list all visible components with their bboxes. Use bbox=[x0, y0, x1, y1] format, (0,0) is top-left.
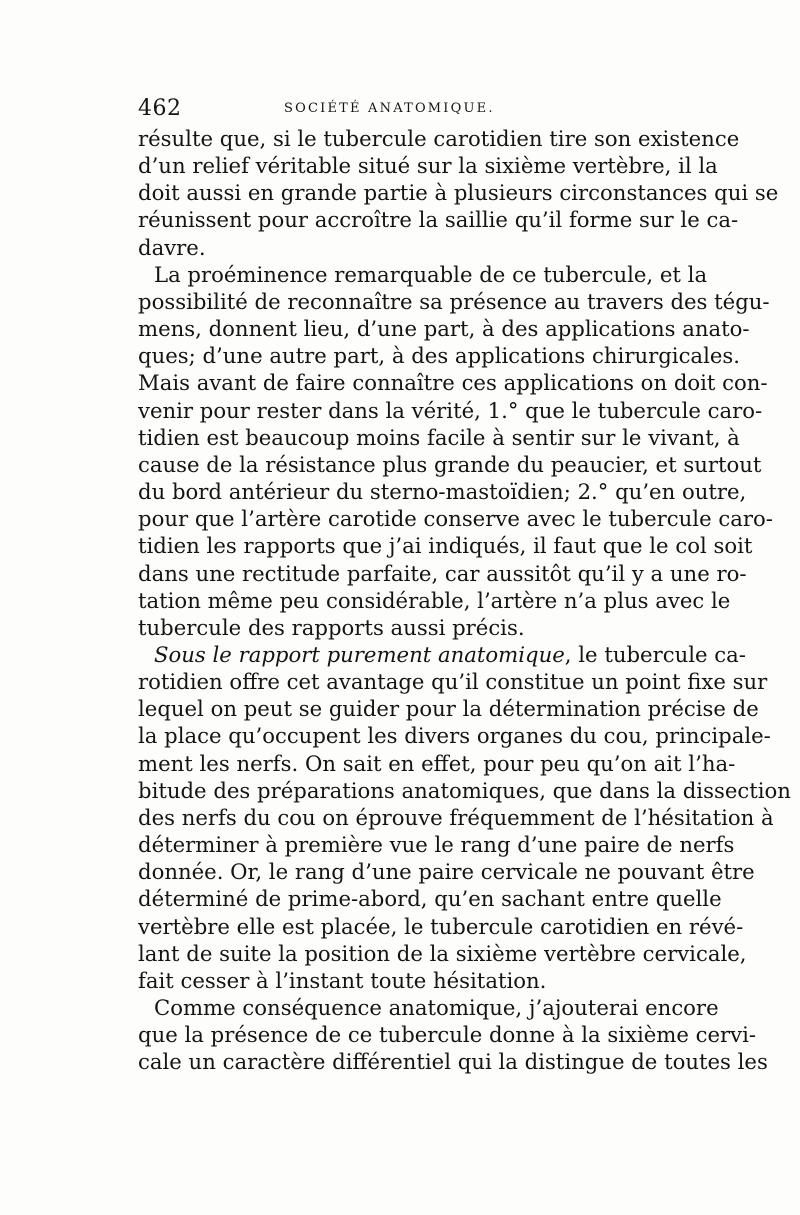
text-line bbox=[138, 695, 759, 722]
line-text: cale un caractère différentiel qui la distingue de toutes les bbox=[138, 1049, 768, 1075]
line-text: La proéminence remarquable de ce tubercule, et la bbox=[154, 261, 708, 287]
line-text: ment les nerfs. On sait en effet, pour peu qu’on ait l’ha- bbox=[138, 750, 736, 776]
line-text: lant de suite la position de la sixième vertèbre cervicale, bbox=[138, 940, 747, 966]
line-text: fait cesser à l’instant toute hésitation. bbox=[138, 967, 547, 993]
line-text: bitude des préparations anatomiques, que dans la dissection bbox=[138, 777, 791, 803]
line-text: résulte que, si le tubercule carotidien tire son existence bbox=[138, 126, 740, 151]
line-text: mens, donnent lieu, d’une part, à des applications anato- bbox=[138, 316, 750, 342]
line-text: tidien les rapports que j’ai indiqués, il faut que le col soit bbox=[138, 533, 753, 559]
text-line bbox=[138, 369, 768, 396]
page-header bbox=[138, 96, 668, 122]
line-text: possibilité de reconnaître sa présence au travers des tégu- bbox=[138, 288, 770, 314]
line-text: tidien est beaucoup moins facile à sentir sur le vivant, à bbox=[138, 424, 740, 450]
line-text: réunissent pour accroître la saillie qu’il forme sur le ca- bbox=[138, 207, 739, 233]
line-text: dans une rectitude parfaite, car aussitôt qu’il y a une ro- bbox=[138, 560, 747, 586]
text-line bbox=[138, 668, 768, 695]
text-line bbox=[138, 505, 773, 532]
line-text: des nerfs du cou on éprouve fréquemment de l’hésitation à bbox=[138, 804, 774, 830]
paragraph bbox=[138, 994, 768, 1075]
text-line bbox=[138, 125, 740, 152]
line-text: déterminer à première vue le rang d’une paire de nerfs bbox=[138, 832, 735, 858]
text-line bbox=[138, 288, 770, 315]
text-line bbox=[138, 777, 791, 804]
line-text: , le tubercule ca- bbox=[564, 641, 746, 667]
text-line bbox=[138, 1021, 757, 1048]
page-number: 462 bbox=[138, 96, 182, 121]
text-line bbox=[138, 315, 750, 342]
text-line bbox=[138, 451, 762, 478]
text-line bbox=[138, 560, 747, 587]
text-line bbox=[138, 885, 722, 912]
text-line bbox=[138, 424, 740, 451]
line-text: rotidien offre cet avantage qu’il constitue un point fixe sur bbox=[138, 669, 768, 695]
running-title: SOCIÉTÉ ANATOMIQUE. bbox=[284, 101, 495, 116]
text-line bbox=[138, 614, 668, 641]
text-line bbox=[138, 750, 736, 777]
text-line bbox=[138, 1048, 768, 1075]
italic-phrase: Sous le rapport purement anatomique bbox=[154, 641, 565, 667]
line-text: pour que l’artère carotide conserve avec le tubercule caro- bbox=[138, 506, 773, 532]
text-line bbox=[138, 342, 740, 369]
text-line bbox=[138, 994, 719, 1021]
line-text: d’un relief véritable situé sur la sixième vertèbre, il la bbox=[138, 153, 718, 179]
paragraph bbox=[138, 261, 773, 641]
paragraph bbox=[138, 641, 791, 994]
line-text: ques; d’une autre part, à des applications chirurgicales. bbox=[138, 343, 740, 369]
text-line bbox=[138, 234, 668, 261]
text-line bbox=[138, 179, 779, 206]
line-text: lequel on peut se guider pour la détermination précise de bbox=[138, 696, 759, 722]
text-line bbox=[138, 532, 753, 559]
paragraph bbox=[138, 125, 779, 261]
text-line bbox=[138, 804, 774, 831]
line-text: donnée. Or, le rang d’une paire cervicale ne pouvant être bbox=[138, 859, 755, 885]
line-text: tation même peu considérable, l’artère n’a plus avec le bbox=[138, 587, 731, 613]
text-line bbox=[138, 478, 747, 505]
line-text: déterminé de prime-abord, qu’en sachant entre quelle bbox=[138, 886, 722, 912]
line-text: venir pour rester dans la vérité, 1.° que le tubercule caro- bbox=[138, 397, 763, 423]
text-line bbox=[138, 858, 755, 885]
body-text bbox=[138, 125, 791, 1075]
text-line bbox=[138, 206, 739, 233]
text-line bbox=[138, 397, 763, 424]
text-line bbox=[138, 913, 744, 940]
text-line bbox=[138, 261, 708, 288]
text-line bbox=[138, 722, 771, 749]
line-text: cause de la résistance plus grande du peaucier, et surtout bbox=[138, 451, 762, 477]
line-text: la place qu’occupent les divers organes du cou, principale- bbox=[138, 723, 771, 749]
text-line bbox=[138, 831, 735, 858]
line-text: Comme conséquence anatomique, j’ajouterai encore bbox=[154, 995, 719, 1020]
text-line bbox=[138, 940, 747, 967]
line-text: davre. bbox=[138, 234, 206, 260]
line-text: que la présence de ce tubercule donne à la sixième cervi- bbox=[138, 1022, 757, 1048]
text-line bbox=[138, 641, 746, 668]
text-line bbox=[138, 587, 731, 614]
line-text: tubercule des rapports aussi précis. bbox=[138, 614, 525, 640]
text-line bbox=[138, 152, 718, 179]
line-text: vertèbre elle est placée, le tubercule carotidien en révé- bbox=[138, 913, 744, 939]
line-text: Mais avant de faire connaître ces applications on doit con- bbox=[138, 370, 768, 396]
line-text: du bord antérieur du sterno-mastoïdien; 2.° qu’en outre, bbox=[138, 479, 747, 505]
text-line bbox=[138, 967, 668, 994]
line-text: doit aussi en grande partie à plusieurs circonstances qui se bbox=[138, 180, 779, 206]
